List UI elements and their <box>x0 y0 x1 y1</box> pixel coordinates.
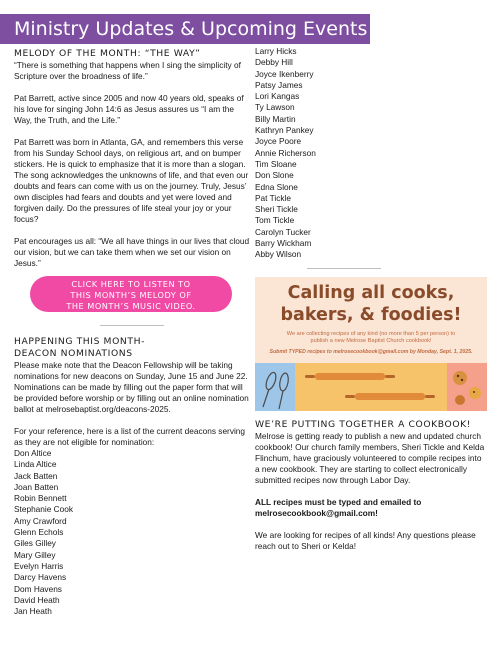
deacon-name: Lori Kangas <box>255 91 300 102</box>
deacon-name: Stephanie Cook <box>14 504 74 515</box>
listen-button-line-3: THE MONTH’S MUSIC VIDEO. <box>66 301 196 311</box>
deacon-name: Giles Gilley <box>14 538 56 549</box>
deacon-name: Amy Crawford <box>14 515 67 526</box>
baking-illustration <box>255 363 487 411</box>
deacon-name: Carolyn Tucker <box>255 226 311 237</box>
deacon-name: Dom Havens <box>14 583 62 594</box>
deacon-name: Darcy Havens <box>14 572 67 583</box>
deacon-name: Ty Lawson <box>255 102 295 113</box>
cookbook-paragraph-2: ALL recipes must be typed and emailed to melrosecookbook@gmail.com! <box>255 497 422 518</box>
cookbook-heading: WE’RE PUTTING TOGETHER A COOKBOOK! <box>255 419 472 430</box>
deacon-name: Jan Heath <box>14 606 52 617</box>
deacon-name: Joyce Poore <box>255 136 302 147</box>
deacon-name: Don Altice <box>14 448 52 458</box>
deacon-name: Joyce Ikenberry <box>255 68 314 79</box>
deacon-name: Joan Batten <box>14 481 59 492</box>
deacon-name: Pat Tickle <box>255 192 291 203</box>
deacon-name: Debby Hill <box>255 57 293 68</box>
cookbook-paragraph-3: We are looking for recipes of all kinds! Any questions please reach out to Sheri or Kelda! <box>255 530 476 551</box>
deacon-name: Linda Altice <box>14 459 57 470</box>
promo-title-line-2: bakers, & foodies! <box>280 305 462 325</box>
deacon-heading-line-2: DEACON NOMINATIONS <box>14 348 133 359</box>
deacon-name: Don Slone <box>255 170 294 181</box>
right-column <box>255 46 487 551</box>
deacon-name: Tim Sloane <box>255 158 297 169</box>
melody-quote: “There is something that happens when I sing the simplicity of Scripture over the broadness of life.” <box>14 60 241 81</box>
deacon-paragraph-1: Please make note that the Deacon Fellowship will be taking nominations for new deacons on Sunday, June 15 and June 22. Nominations can be made by filling out the paper form that will be provided before worship or by filling out an online nomination ballot at melrosebaptist.org/deacons-2025. <box>14 360 249 414</box>
deacon-name: Larry Hicks <box>255 46 297 56</box>
melody-paragraph-2: Pat Barrett, active since 2005 and now 40 years old, speaks of his love for singing John 14:6 as Jesus assures us “I am the Way, the Truth, and the Life.” <box>14 93 244 125</box>
promo-title-line-1: Calling all cooks, <box>287 283 455 303</box>
deacon-name: Annie Richerson <box>255 147 316 158</box>
cookbook-paragraph-1: Melrose is getting ready to publish a new and updated church cookbook! Our church family members, Sheri Tickle and Kelda Flinchum, have graciously volunteered to compile recipes into a new cookbook. They are starting to collect electronically submitted recipes now through Labor Day. <box>255 431 485 485</box>
left-column <box>14 48 250 617</box>
deacon-list-right <box>255 46 487 261</box>
section-divider <box>100 325 164 326</box>
deacon-name: Sheri Tickle <box>255 204 298 215</box>
deacon-name: Kathryn Pankey <box>255 125 314 136</box>
promo-sub-line-1: We are collecting recipes of any kind (no more than 5 per person) to <box>286 331 456 337</box>
listen-video-button[interactable] <box>30 276 232 312</box>
deacon-name: David Heath <box>14 594 60 605</box>
melody-paragraph-4: Pat encourages us all: “We all have things in our lives that cloud our vision, but we can take them when we set our vision on Jesus.” <box>14 236 250 268</box>
deacon-name: Billy Martin <box>255 113 296 124</box>
melody-heading: MELODY OF THE MONTH: “THE WAY” <box>14 48 201 59</box>
deacon-name: Abby Wilson <box>255 249 302 260</box>
deacon-name: Glenn Echols <box>14 527 64 538</box>
deacon-name: Evelyn Harris <box>14 560 64 571</box>
listen-button-line-2: THIS MONTH’S MELODY OF <box>70 290 192 300</box>
deacon-name: Barry Wickham <box>255 238 312 249</box>
deacon-heading-line-1: HAPPENING THIS MONTH- <box>14 336 146 347</box>
deacon-name: Edna Slone <box>255 181 298 192</box>
deacon-name: Mary Gilley <box>14 549 56 560</box>
section-divider <box>307 268 381 269</box>
deacon-list-left <box>14 448 250 617</box>
deacon-name: Patsy James <box>255 79 303 90</box>
melody-paragraph-3: Pat Barrett was born in Atlanta, GA, and remembers this verse from his Sunday School days, on religious art, and on bumper stickers. He is quick to emphasize that it is more than a slogan. The song acknowledges the unknowns of life, and that even our doubts and fears can come with us on the journey. Truly, Jesus’ own disciples had fears and doubts and yet were loved and forgiven daily. Do the pressures of life steal your joy or your focus? <box>14 137 249 224</box>
deacon-name: Tom Tickle <box>255 215 295 226</box>
deacon-name: Jack Batten <box>14 470 58 481</box>
deacon-paragraph-2: For your reference, here is a list of the current deacons serving as they are not eligible for nomination: <box>14 426 246 447</box>
deacon-name: Robin Bennett <box>14 493 67 504</box>
page-banner: Ministry Updates & Upcoming Events <box>0 14 370 44</box>
promo-note: Submit TYPED recipes to melrosecookbook@gmail.com by Monday, Sept. 1, 2025. <box>269 349 473 355</box>
cookbook-promo-graphic <box>255 277 487 411</box>
listen-button-line-1: CLICK HERE TO LISTEN TO <box>71 279 191 289</box>
promo-sub-line-2: publish a new Melrose Baptist Church cookbook! <box>310 338 432 344</box>
